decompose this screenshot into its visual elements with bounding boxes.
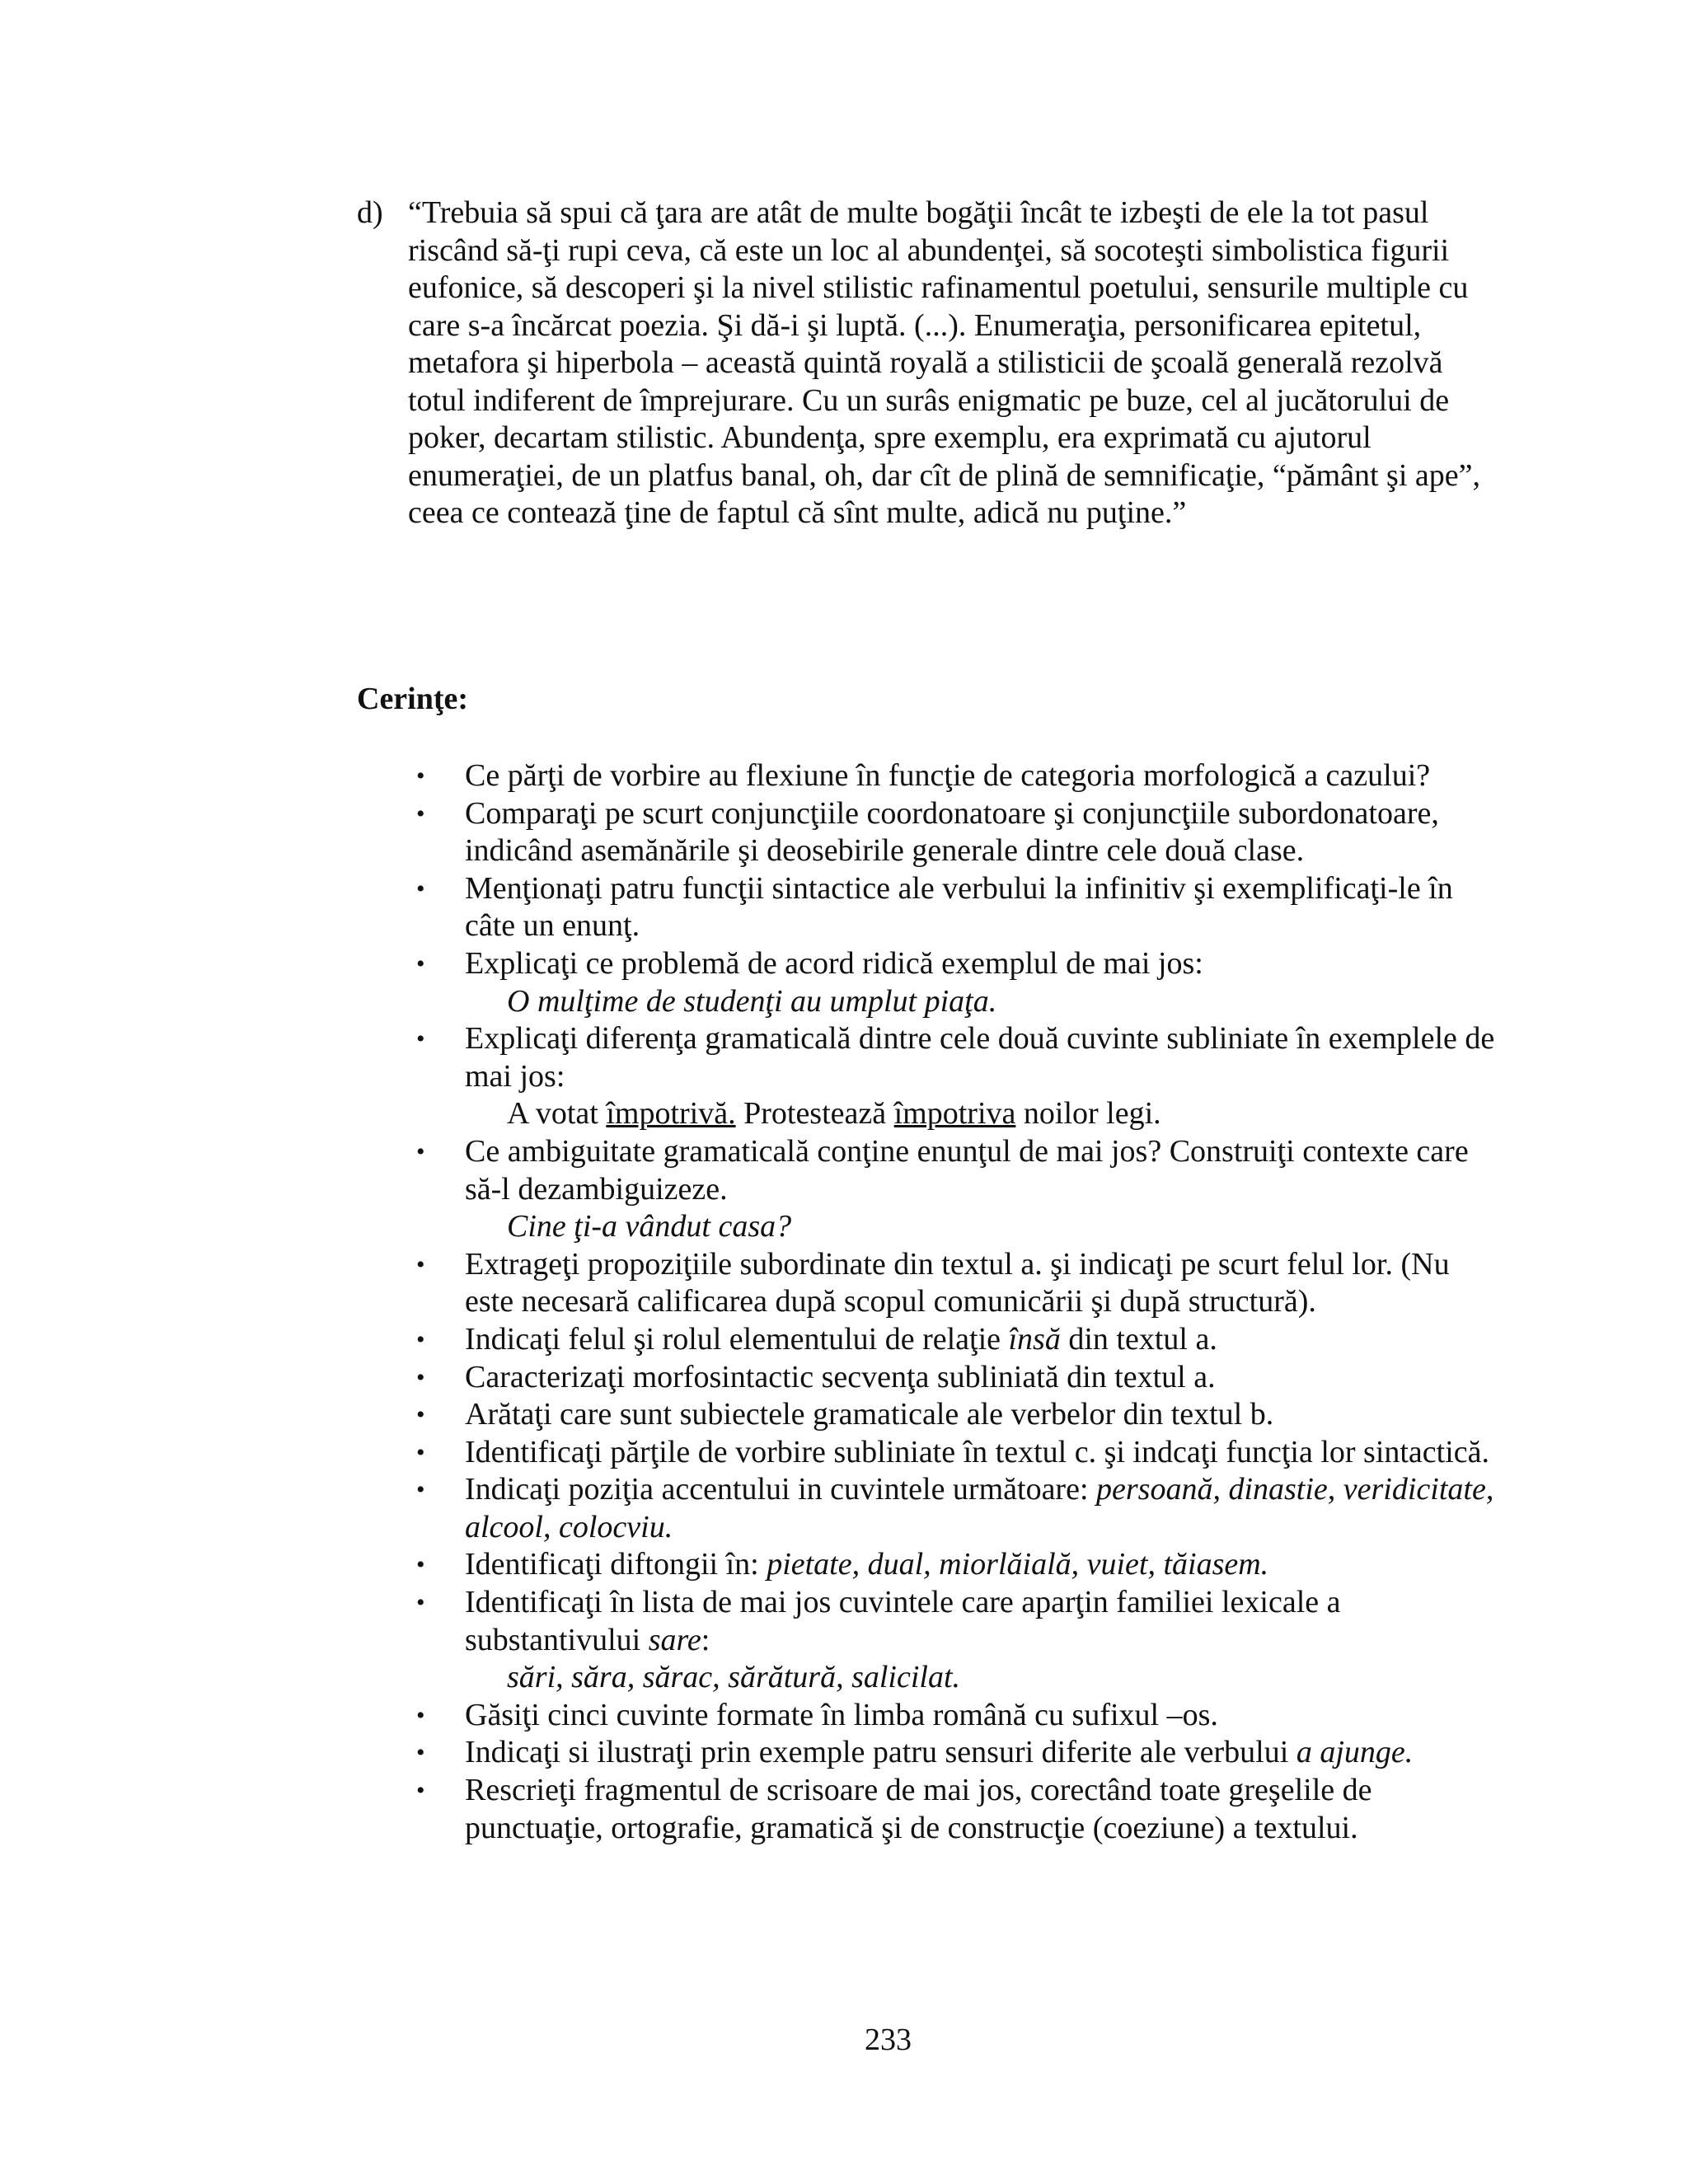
list-item: [416, 1772, 1504, 1847]
list-item: [416, 1734, 1504, 1772]
bullet-icon: •: [416, 1250, 425, 1278]
list-item: [416, 1133, 1504, 1246]
quote-text: “Trebuia să spui că ţara are atât de multe bogăţii încât te izbeşti de ele la tot pasul riscând să-ţi rupi ceva, că este un loc al abundenţei, să socoteşti simbolistica figurii eufonice, să descoperi şi la nivel stilistic rafinamentul poetului, sensurile multiple cu care s-a încărcat poezia. Şi dă-i şi luptă. (...). Enumeraţia, personificarea epitetul, metafora şi hiperbola – această quintă royală a stilisticii de şcoală generală rezolvă totul indiferent de împrejurare. Cu un surâs enigmatic pe buze, cel al jucătorului de poker, decartam stilistic. Abundenţa, spre exemplu, era exprimată cu ajutorul enumeraţiei, de un platfus banal, oh, dar cît de plină de semnificaţie, “pământ şi ape”, ceea ce contează ţine de faptul că sînt multe, adică nu puţine.”: [408, 195, 1480, 530]
bullet-icon: •: [416, 1025, 425, 1053]
bullet-icon: •: [416, 1551, 425, 1579]
item-text: Identificaţi diftongii în:: [465, 1547, 767, 1582]
item-text: Rescrieţi fragmentul de scrisoare de mai jos, corectând toate greşelile de punctuaţie, ortografie, gramatică şi de construcţie (coeziune) a textului.: [465, 1773, 1372, 1845]
requirements-list: [416, 757, 1504, 1847]
item-text: Menţionaţi patru funcţii sintactice ale verbului la infinitiv şi exemplificaţi-le în câte un enunţ.: [465, 870, 1453, 944]
list-item: [416, 1434, 1504, 1472]
italic-term: sare: [648, 1622, 701, 1657]
example-text: noilor legi.: [1015, 1096, 1161, 1132]
item-text: Identificaţi părţile de vorbire subliniate în textul c. şi indcaţi funcţia lor sintactică.: [465, 1434, 1490, 1469]
example-text: Protestează: [735, 1096, 894, 1132]
quote-paragraph-d: [357, 194, 1494, 532]
italic-term: persoană, dinastie, veridicitate, alcool, colocviu.: [465, 1472, 1494, 1544]
bullet-icon: •: [416, 1701, 425, 1729]
item-text: Comparaţi pe scurt conjuncţiile coordonatoare şi conjuncţiile subordonatoare, indicând asemănările şi deosebirile generale dintre cele două clase.: [465, 795, 1439, 869]
bullet-icon: •: [416, 1137, 425, 1165]
item-text: Identificaţi în lista de mai jos cuvintele care aparţin familiei lexicale a substantivului: [465, 1585, 1341, 1657]
bullet-icon: •: [416, 874, 425, 902]
example-sentence: sări, săra, sărac, sărătură, salicilat.: [507, 1660, 961, 1695]
bullet-icon: •: [416, 1325, 425, 1353]
italic-term: a ajunge.: [1296, 1735, 1414, 1770]
page-number: 233: [865, 2022, 912, 2057]
list-item: [416, 757, 1504, 795]
list-item: [416, 1321, 1504, 1359]
bullet-icon: •: [416, 1739, 425, 1767]
list-item: [416, 1546, 1504, 1584]
example-sentence: O mulţime de studenţi au umplut piaţa.: [507, 983, 997, 1019]
item-text: Explicaţi ce problemă de acord ridică exemplul de mai jos:: [465, 945, 1203, 981]
item-text: Indicaţi felul şi rolul elementului de relaţie: [465, 1321, 1009, 1357]
list-item: [416, 945, 1504, 1020]
item-text: Indicaţi poziţia accentului in cuvintele următoare:: [465, 1472, 1097, 1507]
list-item: [416, 795, 1504, 870]
paragraph-marker: d): [357, 195, 383, 230]
list-item: [416, 1697, 1504, 1735]
item-text: din textul a.: [1060, 1321, 1217, 1357]
list-item: [416, 1359, 1504, 1397]
underlined-word: împotriva: [893, 1096, 1016, 1132]
list-item: [416, 1246, 1504, 1321]
item-text: :: [701, 1622, 710, 1657]
bullet-icon: •: [416, 949, 425, 977]
bullet-icon: •: [416, 762, 425, 790]
bullet-icon: •: [416, 1363, 425, 1391]
underlined-word: împotrivă.: [606, 1096, 736, 1132]
item-text: Găsiţi cinci cuvinte formate în limba română cu sufixul –os.: [465, 1697, 1218, 1732]
item-text: Indicaţi si ilustraţi prin exemple patru sensuri diferite ale verbului: [465, 1735, 1296, 1770]
item-text: Caracterizaţi morfosintactic secvenţa subliniată din textul a.: [465, 1359, 1216, 1394]
example-sentence: Cine ţi-a vândut casa?: [507, 1209, 792, 1244]
item-text: Ce ambiguitate gramaticală conţine enunţul de mai jos? Construiţi contexte care să-l dezambiguizeze.: [465, 1133, 1469, 1207]
list-item: [416, 1020, 1504, 1133]
list-item: [416, 870, 1504, 945]
italic-term: însă: [1008, 1321, 1061, 1357]
example-text: A votat: [507, 1096, 607, 1132]
item-text: Ce părţi de vorbire au flexiune în funcţie de categoria morfologică a cazului?: [465, 758, 1431, 793]
bullet-icon: •: [416, 799, 425, 827]
item-text: Explicaţi diferenţa gramaticală dintre cele două cuvinte subliniate în exemplele de mai jos:: [465, 1021, 1495, 1094]
example-sentence: [465, 1095, 1504, 1133]
list-item: [416, 1584, 1504, 1697]
item-text: Extrageţi propoziţiile subordinate din textul a. şi indicaţi pe scurt felul lor. (Nu este necesară calificarea după scopul comunicării şi după structură).: [465, 1246, 1450, 1319]
item-text: Arătaţi care sunt subiectele gramaticale ale verbelor din textul b.: [465, 1397, 1274, 1432]
bullet-icon: •: [416, 1476, 425, 1504]
requirements-heading: Cerinţe:: [357, 682, 469, 716]
bullet-icon: •: [416, 1438, 425, 1466]
bullet-icon: •: [416, 1401, 425, 1429]
bullet-icon: •: [416, 1777, 425, 1805]
italic-term: pietate, dual, miorlăială, vuiet, tăiasem.: [767, 1547, 1269, 1582]
list-item: [416, 1471, 1504, 1546]
bullet-icon: •: [416, 1589, 425, 1617]
list-item: [416, 1396, 1504, 1434]
